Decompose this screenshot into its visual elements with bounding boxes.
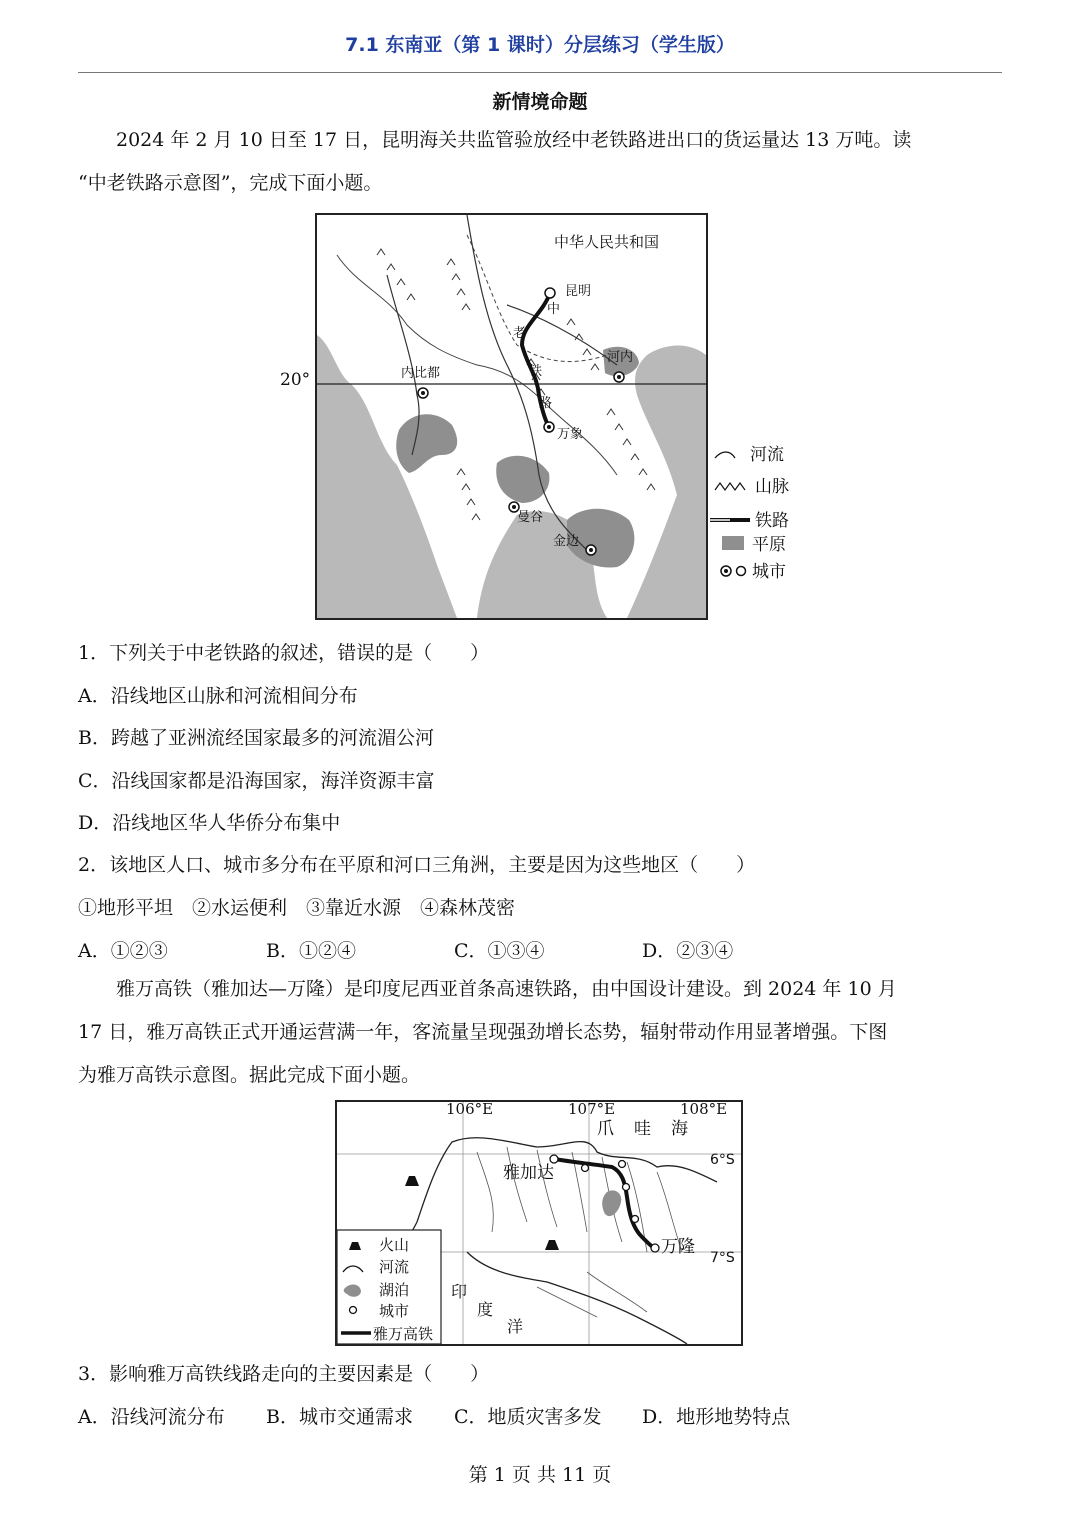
q1-stem: 1．下列关于中老铁路的叙述，错误的是（ ） [78, 642, 490, 664]
q3-stem: 3．影响雅万高铁线路走向的主要因素是（ ） [78, 1363, 490, 1385]
q1-option-c[interactable]: C．沿线国家都是沿海国家，海洋资源丰富 [78, 770, 435, 792]
railway-label-char-4: 路 [539, 396, 553, 411]
q3-option-c[interactable]: C．地质灾害多发 [454, 1406, 602, 1428]
legend-mountain: 山脉 [755, 477, 789, 497]
passage-1-line-2: “中老铁路示意图”，完成下面小题。 [78, 172, 383, 194]
legend-river: 河流 [750, 445, 784, 465]
plain-irrawaddy [396, 414, 457, 473]
ocean-label-char-1: 印 [451, 1282, 468, 1301]
map1-legend [710, 440, 820, 590]
city-label-bangkok: 曼谷 [517, 510, 544, 525]
q1-option-a[interactable]: A．沿线地区山脉和河流相间分布 [78, 685, 358, 707]
volcano-marker-2 [545, 1240, 559, 1250]
q3-options [78, 1402, 1002, 1426]
legend-plain: 平原 [752, 535, 786, 555]
jakarta-bandung-map-svg [337, 1102, 741, 1344]
volcano-marker-1 [405, 1176, 419, 1186]
city-label-naypyidaw: 内比都 [401, 366, 441, 381]
china-laos-railway-map-svg [317, 215, 706, 618]
lon-label-106: 106°E [446, 1100, 494, 1118]
q3-option-b[interactable]: B．城市交通需求 [266, 1406, 413, 1428]
passage-2-line-3: 为雅万高铁示意图。据此完成下面小题。 [78, 1064, 421, 1086]
legend-volcano: 火山 [379, 1236, 410, 1254]
city-label-bandung: 万隆 [661, 1237, 695, 1257]
ocean-label-char-3: 洋 [507, 1317, 524, 1336]
q2-option-d[interactable]: D．②③④ [642, 940, 734, 962]
latitude-label-20: 20° [280, 370, 311, 390]
lat-label-7s: 7°S [710, 1250, 735, 1266]
sea-label-char-3: 海 [671, 1119, 688, 1139]
city-label-kunming: 昆明 [565, 284, 592, 299]
q2-option-b[interactable]: B．①②④ [266, 940, 356, 962]
section-title: 新情境命题 [492, 91, 588, 113]
city-label-phnompenh: 金边 [553, 534, 580, 549]
q2-choices: ①地形平坦 ②水运便利 ③靠近水源 ④森林茂密 [78, 897, 516, 919]
south-coast [467, 1252, 687, 1344]
sea-label-char-1: 爪 [597, 1119, 614, 1139]
railway-label-char-3: 铁 [529, 364, 543, 379]
ocean-label-char-2: 度 [477, 1300, 494, 1319]
header-divider [78, 72, 1002, 73]
q2-option-c[interactable]: C．①③④ [454, 940, 545, 962]
lon-label-107: 107°E [568, 1100, 616, 1118]
city-bandung-marker [651, 1244, 659, 1252]
north-coast [417, 1138, 717, 1222]
q1-option-b[interactable]: B．跨越了亚洲流经国家最多的河流湄公河 [78, 727, 434, 749]
passage-2-line-2: 17 日，雅万高铁正式开通运营满一年，客流量呈现强劲增长态势，辐射带动作用显著增强。下图 [78, 1021, 888, 1043]
railway-label-char-2: 老 [513, 326, 527, 341]
q3-option-a[interactable]: A．沿线河流分布 [78, 1406, 225, 1428]
lake [602, 1190, 621, 1216]
jakarta-bandung-railway-map [335, 1100, 743, 1346]
passage-2 [78, 968, 1002, 1097]
passage-2-line-1: 雅万高铁（雅加达—万隆）是印度尼西亚首条高速铁路，由中国设计建设。到 2024 年 10 月 [116, 978, 897, 1000]
china-laos-railway-map [315, 213, 708, 620]
legend-railway-2: 雅万高铁 [373, 1325, 434, 1343]
country-label: 中华人民共和国 [554, 233, 660, 251]
passage-1-line-1: 2024 年 2 月 10 日至 17 日，昆明海关共监管验放经中老铁路进出口的货运量达 13 万吨。读 [116, 129, 912, 151]
q1-option-d[interactable]: D．沿线地区华人华侨分布集中 [78, 812, 341, 834]
city-kunming-marker [545, 288, 555, 298]
city-jakarta-marker [550, 1155, 558, 1163]
sea-label-char-2: 哇 [634, 1119, 651, 1139]
lat-label-6s: 6°S [710, 1152, 735, 1168]
document-title: 7.1 东南亚（第 1 课时）分层练习（学生版） [345, 34, 735, 56]
q2-option-a[interactable]: A．①②③ [78, 940, 168, 962]
city-label-hanoi: 河内 [607, 350, 634, 365]
passage-1 [78, 119, 1002, 205]
legend-city: 城市 [752, 562, 786, 582]
city-label-vientiane: 万象 [557, 427, 584, 442]
city-label-jakarta: 雅加达 [503, 1163, 554, 1183]
page-footer: 第 1 页 共 11 页 [468, 1464, 612, 1486]
legend-railway: 铁路 [755, 511, 789, 531]
legend-river-2: 河流 [379, 1258, 410, 1276]
legend-city-2: 城市 [379, 1302, 410, 1320]
q3-option-d[interactable]: D．地形地势特点 [642, 1406, 791, 1428]
q2-options [78, 936, 1002, 960]
sea-south-china-sea [627, 346, 706, 618]
q2-stem: 2．该地区人口、城市多分布在平原和河口三角洲，主要是因为这些地区（ ） [78, 854, 756, 876]
legend-lake: 湖泊 [379, 1281, 410, 1299]
river-mekong [467, 215, 592, 555]
lon-label-108: 108°E [680, 1100, 728, 1118]
railway-label-char-1: 中 [547, 302, 561, 317]
plain-chao-phraya [496, 456, 549, 503]
